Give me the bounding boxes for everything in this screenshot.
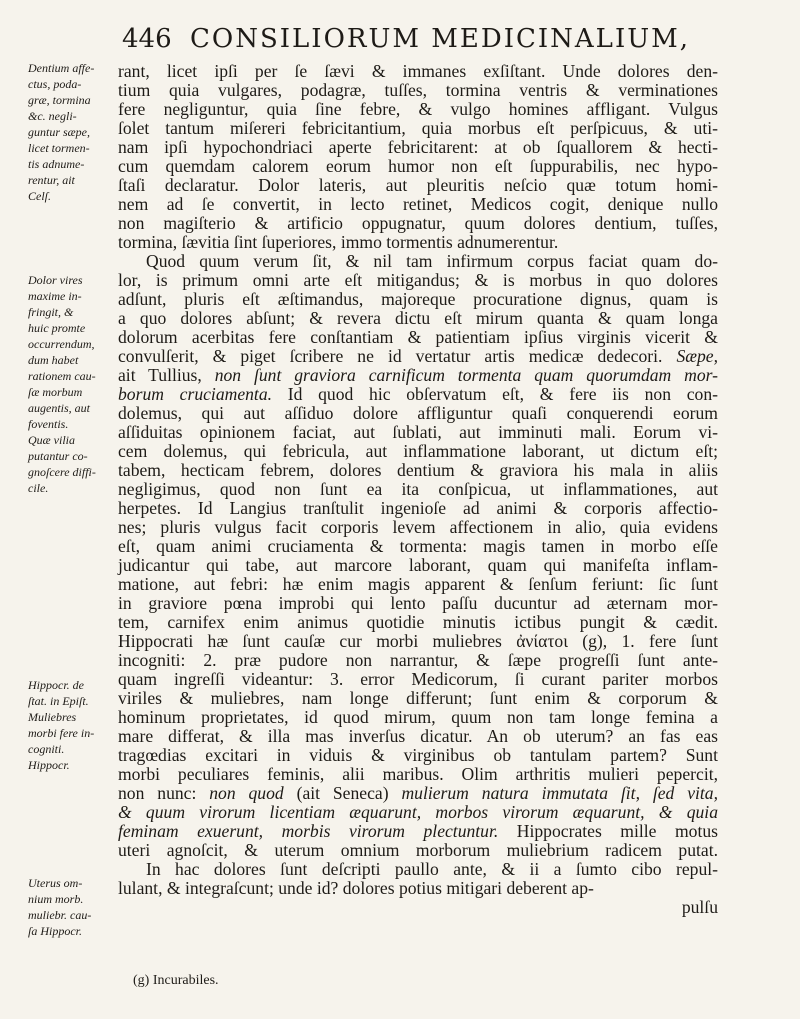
margin-note-line: Uterus om-	[28, 876, 83, 890]
body-line: fere negliguntur, quia ſine febre, & vulgo homines affligant. Vulgus	[118, 99, 718, 119]
margin-note-line: gnoſcere diffi-	[28, 465, 96, 479]
margin-note-line: cile.	[28, 481, 49, 495]
margin-note-line: rentur, ait	[28, 173, 75, 187]
body-line: non nunc: non quod (ait Seneca) mulierum natura immutata ſit, ſed vita,	[118, 783, 718, 803]
body-line: dolemus, qui aut aſſiduo dolore affliguntur quaſi conquerendi eorum	[118, 403, 718, 423]
body-line: In hac dolores ſunt deſcripti paullo ante, & ii a ſumto cibo repul-	[146, 859, 718, 879]
margin-note-line: Celſ.	[28, 189, 51, 203]
margin-note-line: maxime in-	[28, 289, 82, 303]
body-line: herpetes. Id Langius tranſtulit ingenioſe ad animi & corporis affectio-	[118, 498, 718, 518]
margin-note-line: foventis.	[28, 417, 69, 431]
margin-note-line: Dolor vires	[28, 273, 83, 287]
body-line: viriles & muliebres, nam longe differunt; ſunt enim & corporum &	[118, 688, 718, 708]
running-title: CONSILIORUM MEDICINALIUM,	[190, 24, 691, 54]
margin-note-line: dum habet	[28, 353, 79, 367]
body-line: borum cruciamenta. Id quod hic obſervatum eſt, & fere iis non con-	[118, 384, 718, 404]
body-line: ait Tullius, non ſunt graviora carnificum tormenta quam quorumdam mor-	[118, 365, 718, 385]
body-line: tium quia vulgares, podagræ, tuſſes, tormina ventris & verminationes	[118, 80, 718, 100]
margin-note-line: putantur co-	[28, 449, 88, 463]
margin-note-line: nium morb.	[28, 892, 84, 906]
margin-note-line: huic promte	[28, 321, 86, 335]
body-line: ſolet tantum miſereri febricitantium, quia morbus eſt perſpicuus, & uti-	[118, 118, 718, 138]
margin-note-line: muliebr. cau-	[28, 908, 92, 922]
body-line: judicantur qui tabe, aut marcore laborant, quam qui manifeſta inflam-	[118, 555, 718, 575]
margin-note-line: augentis, aut	[28, 401, 90, 415]
body-line: ſtaſi declaratur. Dolor lateris, aut pleuritis neſcio quæ totum homi-	[118, 175, 718, 195]
body-line: tragœdias excitari in viduis & virginibus ob tantulam partem? Sunt	[118, 745, 718, 765]
body-line: Hippocrati hæ ſunt cauſæ cur morbi muliebres ἀνίατοι (g), 1. fere ſunt	[118, 631, 718, 651]
margin-note-line: Hippocr.	[28, 758, 70, 772]
margin-note-line: &c. negli-	[28, 109, 77, 123]
margin-note-line: tis adnume-	[28, 157, 85, 171]
body-line: aſſiduitas opinionem faciat, aut ſublati, aut imminuti mali. Eorum vi-	[118, 422, 718, 442]
body-line: quam ingreſſi videantur: 3. error Medicorum, ſi curant pariter morbos	[118, 669, 718, 689]
body-line: convulſerit, & piget ſcribere ne id vertatur artis medicæ dedecori. Sæpe,	[118, 346, 718, 366]
margin-note-line: græ, tormina	[28, 93, 91, 107]
body-line: a quo dolores abſunt; & revera dictu eſt mirum quanta & quam longa	[118, 308, 718, 328]
body-line: rant, licet ipſi per ſe ſævi & immanes exſiſtant. Unde dolores den-	[118, 61, 718, 81]
body-line: dolorum acerbitas fere conſtantiam & patientiam ipſius virginis vicerit &	[118, 327, 718, 347]
body-line: nam ipſi hypochondriaci aperte febricitarent: at ob ſquallorem & hecti-	[118, 137, 718, 157]
margin-note-line: fringit, &	[28, 305, 74, 319]
body-line: lor, is primum omni arte eſt mitigandus; & is morbus in quo dolores	[118, 270, 718, 290]
margin-note-line: ſæ morbum	[28, 385, 83, 399]
body-line: in graviore pœna improbi qui lento paſſu ducuntur ad æternam mor-	[118, 593, 718, 613]
footnote: (g) Incurabiles.	[133, 973, 219, 988]
body-line: tormina, ſævitia ſint ſuperiores, immo tormentis adnumerentur.	[118, 232, 559, 252]
body-line: cum quemdam calorem eorum humor non eſt ſuppurabilis, nec hypo-	[118, 156, 718, 176]
margin-note	[28, 875, 120, 939]
body-line: lulant, & integraſcunt; unde id? dolores potius mitigari deberent ap-	[118, 878, 594, 898]
body-line: matione, aut febri: hæ enim magis apparent & ſenſum feriunt: ſic ſunt	[118, 574, 718, 594]
body-line: pulſu	[681, 897, 718, 917]
body-line: incogniti: 2. præ pudore non narrantur, & ſæpe progreſſi ſunt ante-	[118, 650, 718, 670]
margin-note-line: guntur sæpe,	[28, 125, 91, 139]
body-line: adſunt, pluris eſt æſtimandus, majoreque procuratione dignus, quam is	[118, 289, 718, 309]
body-line: feminam exuerunt, morbis virorum plectuntur. Hippocrates mille motus	[118, 821, 718, 841]
body-line: nem ad ſe convertit, in lecto retinet, Medicos cogit, denique nullo	[118, 194, 718, 214]
margin-note-line: Dentium affe-	[28, 61, 95, 75]
body-line: tabem, hecticam febrem, dolores dentium & graviora his mala in aliis	[118, 460, 718, 480]
margin-note-line: ctus, poda-	[28, 77, 82, 91]
body-line: nes; pluris vulgus facit corporis levem affectionem in alio, quia evidens	[118, 517, 718, 537]
margin-note-line: licet tormen-	[28, 141, 90, 155]
body-line: hominum proprietates, id quod mirum, quum non tam longe femina a	[118, 707, 718, 727]
margin-note-line: Quæ vilia	[28, 433, 75, 447]
body-line: negligimus, quod non ſunt ea ita conſpicua, ut inflammationes, aut	[118, 479, 718, 499]
body-line: eſt, quam animi cruciamenta & tormenta: magis tamen in morbo eſſe	[118, 536, 718, 556]
page-number: 446	[122, 24, 172, 54]
margin-note-line: ſa Hippocr.	[28, 924, 82, 938]
body-text	[118, 62, 718, 917]
body-line: non magiſterio & artificio oppugnatur, quum dolores dentium, tuſſes,	[118, 213, 718, 233]
margin-note	[28, 60, 120, 204]
margin-note-line: rationem cau-	[28, 369, 96, 383]
margin-note-line: ſtat. in Epiſt.	[28, 694, 89, 708]
margin-note-line: cogniti.	[28, 742, 65, 756]
page-header	[0, 20, 800, 60]
body-line: tem, carnifex enim animus quotidie minutis ictibus pungit & cædit.	[118, 612, 718, 632]
margin-note-line: Muliebres	[28, 710, 77, 724]
body-line: uteri agnoſcit, & uterum omnium morborum muliebrium radicem putat.	[118, 840, 718, 860]
body-line: morbi peculiares feminis, alii maribus. Olim arthritis mulieri pepercit,	[118, 764, 718, 784]
margin-note	[28, 677, 120, 773]
margin-note	[28, 272, 120, 496]
margin-note-line: morbi fere in-	[28, 726, 95, 740]
margin-note-line: occurrendum,	[28, 337, 95, 351]
body-line: mare differat, & illa mas inverſus dicatur. An ob uterum? an fas eas	[118, 726, 718, 746]
body-line: & quum virorum licentiam æquarunt, morbos virorum æquarunt, & quia	[118, 802, 718, 822]
margin-note-line: Hippocr. de	[28, 678, 84, 692]
body-line: Quod quum verum ſit, & nil tam infirmum corpus faciat quam do-	[146, 251, 718, 271]
body-line: cem dolemus, qui febricula, aut inflammatione laborant, ut dictum eſt;	[118, 441, 718, 461]
